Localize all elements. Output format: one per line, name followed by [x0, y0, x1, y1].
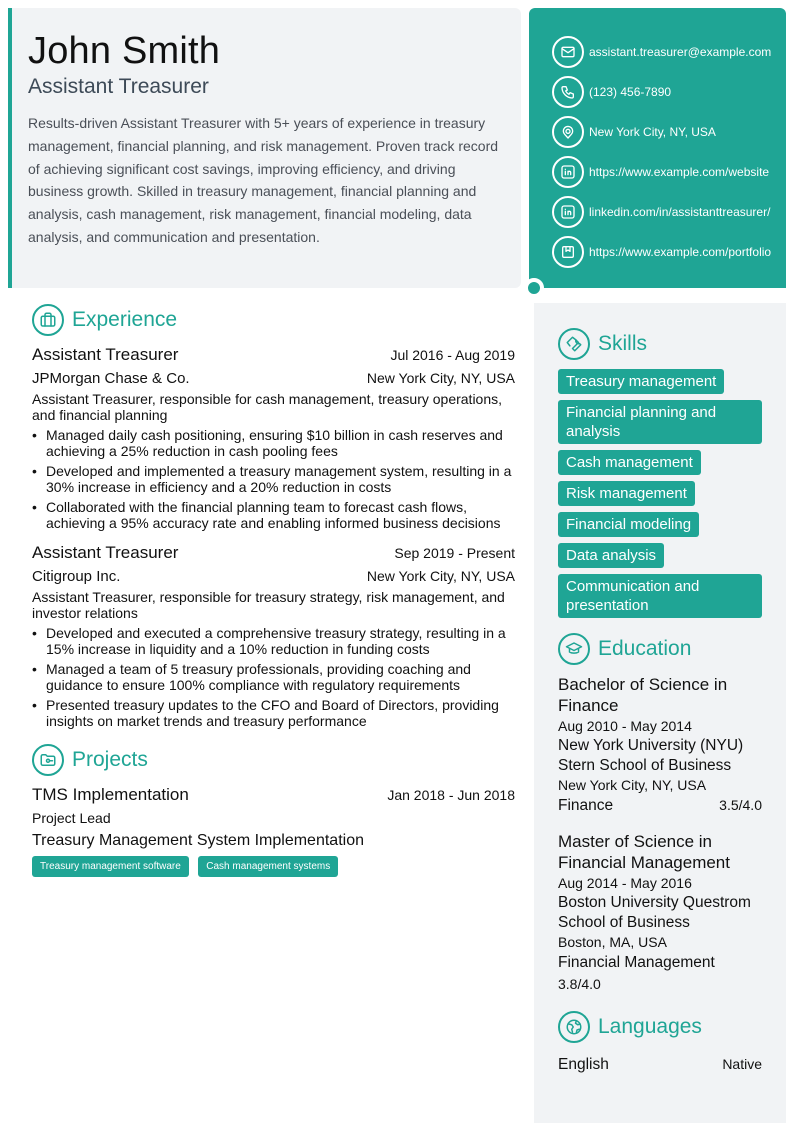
- job-company: JPMorgan Chase & Co.: [32, 370, 190, 387]
- contact-location: [552, 112, 786, 152]
- skill-badge: Data analysis: [558, 543, 664, 568]
- contact-panel: [529, 8, 786, 288]
- skill-badge: Financial planning and analysis: [558, 400, 762, 444]
- edu-location: New York City, NY, USA: [558, 777, 707, 793]
- project-tag: Treasury management software: [32, 856, 189, 877]
- skill-badge: Financial modeling: [558, 512, 699, 537]
- contact-email[interactable]: [552, 32, 786, 72]
- map-pin-icon: [552, 116, 584, 148]
- project-description: Treasury Management System Implementation: [32, 832, 364, 849]
- skills-title: Skills: [598, 332, 648, 355]
- skill-badge: Cash management: [558, 450, 701, 475]
- edu-school: Boston University Questrom School of Business: [558, 894, 751, 931]
- candidate-title: Assistant Treasurer: [28, 75, 209, 98]
- contact-website[interactable]: [552, 152, 786, 192]
- contact-linkedin[interactable]: [552, 192, 786, 232]
- job-bullet: • Managed a team of 5 treasury professionals, providing coaching and guidance to ensure 100% compliance with regulatory requirements: [32, 661, 515, 693]
- job-entry: [32, 543, 515, 729]
- edu-degree: Bachelor of Science in Finance: [558, 675, 728, 715]
- education-entry: [558, 674, 762, 817]
- contact-phone-text: (123) 456-7890: [589, 85, 672, 99]
- edu-degree: Master of Science in Financial Management: [558, 832, 730, 872]
- job-bullet: • Collaborated with the financial planning team to forecast cash flows, achieving a 95% accuracy rate and enabling informed business decisions: [32, 499, 515, 531]
- language-name: English: [558, 1056, 609, 1073]
- skill-badge: Communication and presentation: [558, 574, 762, 618]
- project-tag: Cash management systems: [198, 856, 338, 877]
- education-title: Education: [598, 637, 692, 660]
- graduation-cap-icon: [558, 633, 590, 665]
- job-entry: [32, 345, 515, 531]
- job-bullet: • Presented treasury updates to the CFO and Board of Directors, providing insights on market trends and treasury performance: [32, 697, 515, 729]
- job-bullets: [32, 427, 515, 531]
- language-level: Native: [722, 1056, 762, 1072]
- contact-phone[interactable]: [552, 72, 786, 112]
- linkedin-icon: [552, 196, 584, 228]
- languages-title: Languages: [598, 1015, 702, 1038]
- job-bullet: • Managed daily cash positioning, ensuring $10 billion in cash reserves and achieving a 25% reduction in cash pooling fees: [32, 427, 515, 459]
- edu-field: Financial Management: [558, 954, 715, 971]
- linkedin-icon: [552, 156, 584, 188]
- job-description: Assistant Treasurer, responsible for cash management, treasury operations, and financial planning: [32, 391, 503, 423]
- project-dates: Jan 2018 - Jun 2018: [387, 787, 515, 803]
- job-dates: Jul 2016 - Aug 2019: [390, 347, 515, 363]
- globe-icon: [558, 1011, 590, 1043]
- experience-heading: [32, 303, 515, 337]
- edu-field: Finance: [558, 797, 614, 814]
- contact-linkedin-text: linkedin.com/in/assistanttreasurer/: [589, 205, 771, 219]
- job-location: New York City, NY, USA: [366, 370, 515, 386]
- job-description: Assistant Treasurer, responsible for treasury strategy, risk management, and investor relations: [32, 589, 505, 621]
- job-title: Assistant Treasurer: [32, 543, 179, 562]
- project-tags: [32, 856, 515, 877]
- experience-title: Experience: [72, 308, 178, 331]
- edu-gpa: 3.5/4.0: [719, 797, 762, 813]
- project-entry: [32, 785, 515, 877]
- skills-list: [558, 369, 762, 618]
- language-row: [558, 1054, 762, 1076]
- skill-badge: Treasury management: [558, 369, 724, 394]
- job-bullet: • Developed and executed a comprehensive treasury strategy, resulting in a 15% increase in liquidity and a 10% reduction in funding costs: [32, 625, 515, 657]
- job-title: Assistant Treasurer: [32, 345, 179, 364]
- briefcase-icon: [32, 304, 64, 336]
- sidebar: [534, 303, 786, 1123]
- contact-portfolio[interactable]: [552, 232, 786, 272]
- project-role: Project Lead: [32, 810, 111, 826]
- phone-icon: [552, 76, 584, 108]
- skill-badge: Risk management: [558, 481, 695, 506]
- job-bullets: [32, 625, 515, 729]
- mail-icon: [552, 36, 584, 68]
- contact-location-text: New York City, NY, USA: [589, 125, 716, 139]
- education-entry: [558, 831, 762, 994]
- job-bullet: • Developed and implemented a treasury management system, resulting in a 30% increase in efficiency and a 20% reduction in costs: [32, 463, 515, 495]
- job-location: New York City, NY, USA: [366, 568, 515, 584]
- job-dates: Sep 2019 - Present: [394, 545, 515, 561]
- education-heading: [558, 632, 762, 666]
- edu-dates: Aug 2014 - May 2016: [558, 875, 692, 891]
- edu-dates: Aug 2010 - May 2014: [558, 718, 692, 734]
- projects-title: Projects: [72, 748, 148, 771]
- timeline-dot: [524, 278, 544, 298]
- contact-portfolio-text: https://www.example.com/portfolio: [589, 245, 772, 259]
- wrench-icon: [558, 328, 590, 360]
- edu-location: Boston, MA, USA: [558, 934, 667, 950]
- languages-heading: [558, 1010, 762, 1044]
- summary-text: Results-driven Assistant Treasurer with 5+ years of experience in treasury management, financial planning, and risk management. Proven track record of achieving significant cost savings, improving efficiency, and driving business growth. Skilled in treasury management, financial planning and analysis, cash management, risk management, financial modeling, data analysis, and communication and presentation.: [28, 115, 499, 245]
- edu-school: New York University (NYU) Stern School of Business: [558, 737, 744, 774]
- skills-heading: [558, 327, 762, 361]
- contact-website-text: https://www.example.com/website: [589, 165, 770, 179]
- candidate-name: John Smith: [28, 30, 221, 72]
- contact-email-text: assistant.treasurer@example.com: [589, 45, 772, 59]
- main-column: [32, 303, 515, 877]
- folder-icon: [32, 744, 64, 776]
- project-name: TMS Implementation: [32, 785, 189, 804]
- portfolio-icon: [552, 236, 584, 268]
- projects-heading: [32, 743, 515, 777]
- job-company: Citigroup Inc.: [32, 568, 121, 585]
- header-summary-panel: [8, 8, 521, 288]
- edu-gpa: 3.8/4.0: [558, 976, 601, 992]
